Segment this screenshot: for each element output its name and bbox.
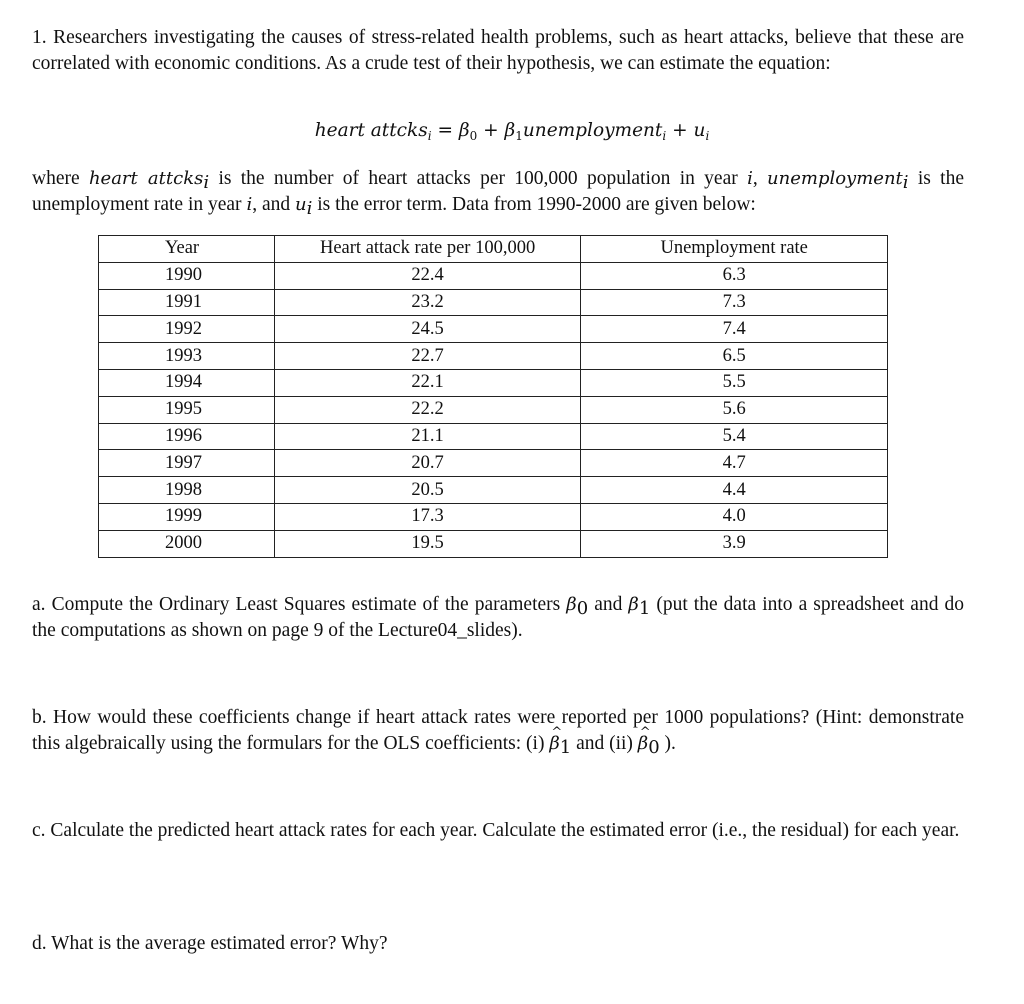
table-row (99, 396, 888, 423)
cell-heart-attack-rate: 24.5 (274, 316, 581, 343)
data-table (98, 235, 888, 558)
cell-year: 1990 (99, 262, 275, 289)
cell-heart-attack-rate: 22.1 (274, 369, 581, 396)
header-unemployment-rate: Unemployment rate (581, 236, 888, 263)
cell-year: 1996 (99, 423, 275, 450)
cell-year: 1993 (99, 343, 275, 370)
cell-unemployment-rate: 5.6 (581, 396, 888, 423)
cell-unemployment-rate: 5.4 (581, 423, 888, 450)
cell-heart-attack-rate: 19.5 (274, 530, 581, 557)
cell-unemployment-rate: 7.4 (581, 316, 888, 343)
cell-year: 1994 (99, 369, 275, 396)
table-row (99, 423, 888, 450)
header-heart-attack-rate: Heart attack rate per 100,000 (274, 236, 581, 263)
cell-year: 1992 (99, 316, 275, 343)
table-row (99, 477, 888, 504)
table-row (99, 343, 888, 370)
cell-heart-attack-rate: 20.5 (274, 477, 581, 504)
cell-heart-attack-rate: 21.1 (274, 423, 581, 450)
cell-unemployment-rate: 6.5 (581, 343, 888, 370)
cell-year: 1997 (99, 450, 275, 477)
cell-year: 1991 (99, 289, 275, 316)
question-intro (32, 25, 964, 77)
question-number: 1. (32, 27, 47, 48)
cell-year: 1998 (99, 477, 275, 504)
table-row (99, 503, 888, 530)
cell-unemployment-rate: 4.0 (581, 503, 888, 530)
part-c: c. Calculate the predicted heart attack rates for each year. Calculate the estimated error (i.e., the residual) for each year. (32, 820, 960, 841)
table-row (99, 530, 888, 557)
part-d: d. What is the average estimated error? Why? (32, 933, 388, 954)
table-row (99, 450, 888, 477)
cell-heart-attack-rate: 17.3 (274, 503, 581, 530)
cell-unemployment-rate: 7.3 (581, 289, 888, 316)
table-row (99, 369, 888, 396)
table-row (99, 316, 888, 343)
cell-heart-attack-rate: 22.2 (274, 396, 581, 423)
regression-equation: heart attcks$_i$ = $\beta_0$ + $\beta_1unemployment_i + u_i$ (314, 120, 710, 143)
cell-unemployment-rate: 3.9 (581, 530, 888, 557)
table-row (99, 289, 888, 316)
cell-year: 1999 (99, 503, 275, 530)
cell-heart-attack-rate: 20.7 (274, 450, 581, 477)
cell-heart-attack-rate: 22.4 (274, 262, 581, 289)
variable-definitions: where heart attcks$_i$ is the number of heart attacks per 100,000 population in year i, unemployment$_i$ is the unemployment rate in year i, and $u_i$ is the error term. Data from 1990-2000 are given below: (32, 168, 965, 219)
cell-unemployment-rate: 4.7 (581, 450, 888, 477)
cell-year: 1995 (99, 396, 275, 423)
part-b: b. How would these coefficients change if heart attack rates were reported per 1000 populations? (Hint: demonstrate this algebraically using the formulars for the OLS coefficients: (i) ^ $\beta_1$ and (ii) ^ $\beta_0$ ). (32, 705, 964, 757)
part-a: a. Compute the Ordinary Least Squares estimate of the parameters $\beta_0$ and $\beta_1$ (put the data into a spreadsheet and do the computations as shown on page 9 of the Lecture04_slides). (32, 594, 965, 641)
cell-unemployment-rate: 5.5 (581, 369, 888, 396)
cell-heart-attack-rate: 22.7 (274, 343, 581, 370)
header-year: Year (99, 236, 275, 263)
cell-unemployment-rate: 4.4 (581, 477, 888, 504)
table-row (99, 262, 888, 289)
cell-heart-attack-rate: 23.2 (274, 289, 581, 316)
table-header-row (99, 236, 888, 263)
question-intro-text: Researchers investigating the causes of stress-related health problems, such as heart attacks, believe that these are correlated with economic conditions. As a crude test of their hypothesis, we can estimate the equation: (32, 27, 964, 74)
cell-unemployment-rate: 6.3 (581, 262, 888, 289)
cell-year: 2000 (99, 530, 275, 557)
